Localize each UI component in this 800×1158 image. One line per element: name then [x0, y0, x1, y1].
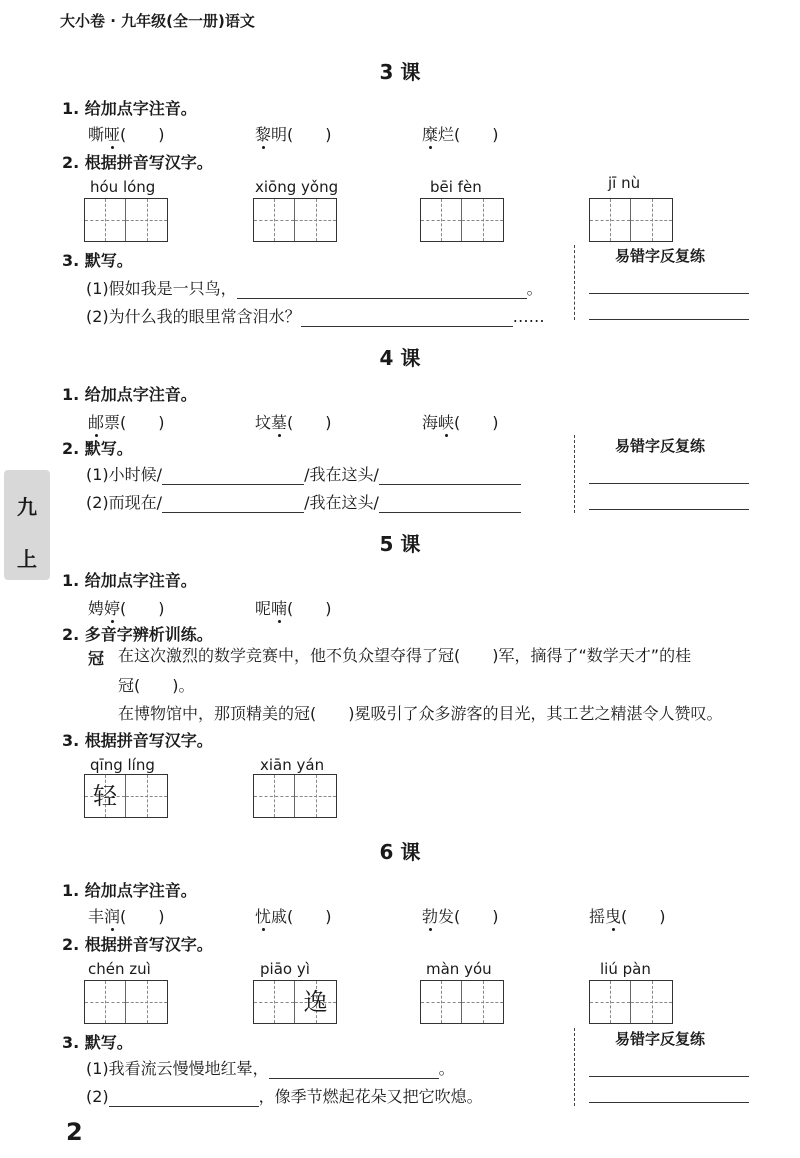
pinyin-label: màn yóu: [426, 960, 492, 978]
error-practice-box: [574, 1028, 760, 1106]
error-practice-title: 易错字反复练: [615, 1030, 706, 1048]
grid-cell[interactable]: [295, 775, 336, 817]
lesson-4-q1: 1. 给加点字注音。: [62, 385, 197, 404]
lesson-3-q1: 1. 给加点字注音。: [62, 99, 197, 118]
grid-cell[interactable]: [85, 199, 126, 241]
practice-line[interactable]: [589, 1076, 749, 1077]
pinyin-label: hóu lóng: [90, 178, 156, 196]
grid-cell[interactable]: [254, 981, 295, 1023]
lesson-3-q3: 3. 默写。: [62, 251, 133, 270]
filled-character: 轻: [93, 782, 117, 810]
lesson-3-title: 3 课: [379, 60, 421, 84]
practice-line[interactable]: [589, 293, 749, 294]
polyphone-sentence-2: 在博物馆中，那顶精美的冠( )冕吸引了众多游客的目光，其工艺之精湛令人赞叹。: [118, 704, 723, 723]
lesson-6-q1-item-2: 忧戚( ): [255, 904, 331, 927]
lesson-6-q1-item-3: 勃发( ): [422, 904, 498, 927]
lesson-6-q3-line-1: (1)我看流云慢慢地红晕， 。: [86, 1059, 455, 1078]
grid-cell[interactable]: [85, 775, 126, 817]
pinyin-label: piāo yì: [260, 960, 310, 978]
pinyin-label: xiōng yǒng: [255, 178, 339, 196]
error-practice-title: 易错字反复练: [615, 437, 706, 455]
polyphone-char: 冠: [88, 649, 105, 668]
polyphone-sentence-1b: 冠( )。: [118, 676, 195, 695]
writing-grid[interactable]: [589, 980, 673, 1024]
side-tab-char-1: 九: [17, 495, 37, 519]
grid-cell[interactable]: [631, 199, 672, 241]
grid-cell[interactable]: [631, 981, 672, 1023]
grid-cell[interactable]: [590, 199, 631, 241]
lesson-3-q1-item-2: 黎明( ): [255, 122, 331, 145]
lesson-4-q1-item-1: 邮票( ): [88, 410, 164, 433]
writing-grid[interactable]: [253, 980, 337, 1024]
grid-cell[interactable]: [295, 981, 336, 1023]
answer-blank[interactable]: [269, 1060, 439, 1079]
grid-cell[interactable]: [126, 981, 167, 1023]
lesson-4-q2: 2. 默写。: [62, 439, 133, 458]
pinyin-label: qīng líng: [90, 756, 155, 774]
lesson-6-q3-line-2: (2) ，像季节燃起花朵又把它吹熄。: [86, 1087, 483, 1106]
pinyin-blank[interactable]: ( ): [120, 125, 165, 144]
writing-grid[interactable]: [84, 774, 168, 818]
lesson-5-q1: 1. 给加点字注音。: [62, 571, 197, 590]
lesson-6-q3: 3. 默写。: [62, 1033, 133, 1052]
answer-blank[interactable]: [162, 466, 304, 485]
writing-grid[interactable]: [253, 198, 337, 242]
pinyin-blank[interactable]: ( ): [287, 907, 332, 926]
answer-blank[interactable]: [379, 494, 521, 513]
lesson-3-q1-item-1: 嘶哑( ): [88, 122, 164, 145]
lesson-4-q2-line-1: (1)小时候/ /我在这头/: [86, 462, 521, 485]
lesson-3-q3-line-2: (2)为什么我的眼里常含泪水？ ……: [86, 307, 545, 326]
lesson-4-title: 4 课: [379, 346, 421, 370]
filled-character: 逸: [303, 988, 328, 1016]
practice-line[interactable]: [589, 319, 749, 320]
pinyin-blank[interactable]: ( ): [120, 599, 165, 618]
writing-grid[interactable]: [589, 198, 673, 242]
lesson-5-title: 5 课: [379, 532, 421, 556]
grade-side-tab: [4, 470, 50, 580]
practice-line[interactable]: [589, 509, 749, 510]
writing-grid[interactable]: [420, 198, 504, 242]
lesson-5-q3: 3. 根据拼音写汉字。: [62, 731, 213, 750]
writing-grid[interactable]: [84, 980, 168, 1024]
answer-blank[interactable]: [162, 494, 304, 513]
answer-blank[interactable]: [109, 1088, 259, 1107]
pinyin-blank[interactable]: ( ): [287, 599, 332, 618]
grid-cell[interactable]: [126, 775, 167, 817]
pinyin-blank[interactable]: ( ): [287, 125, 332, 144]
lesson-3-q3-line-1: (1)假如我是一只鸟， 。: [86, 279, 543, 298]
polyphone-sentence-1a: 在这次激烈的数学竞赛中，他不负众望夺得了冠( )军，摘得了“数学天才”的桂: [118, 646, 692, 665]
pinyin-label: chén zuì: [88, 960, 151, 978]
pinyin-blank[interactable]: ( ): [454, 125, 499, 144]
grid-cell[interactable]: [421, 981, 462, 1023]
lesson-5-q1-item-2: 呢喃( ): [255, 596, 331, 619]
practice-line[interactable]: [589, 483, 749, 484]
grid-cell[interactable]: [421, 199, 462, 241]
grid-cell[interactable]: [126, 199, 167, 241]
lesson-6-q1-item-4: 摇曳( ): [589, 904, 665, 927]
lesson-4-q2-line-2: (2)而现在/ /我在这头/: [86, 490, 521, 513]
lesson-6-q2: 2. 根据拼音写汉字。: [62, 935, 213, 954]
pinyin-blank[interactable]: ( ): [120, 907, 165, 926]
pinyin-blank[interactable]: ( ): [287, 413, 332, 432]
grid-cell[interactable]: [295, 199, 336, 241]
lesson-6-q1-item-1: 丰润( ): [88, 904, 164, 927]
lesson-4-q1-item-2: 坟墓( ): [255, 410, 331, 433]
lesson-4-q1-item-3: 海峡( ): [422, 410, 498, 433]
writing-grid[interactable]: [420, 980, 504, 1024]
pinyin-label: liú pàn: [600, 960, 651, 978]
writing-grid[interactable]: [84, 198, 168, 242]
error-practice-box: [574, 245, 760, 320]
lesson-3-q2: 2. 根据拼音写汉字。: [62, 153, 213, 172]
grid-cell[interactable]: [254, 199, 295, 241]
pinyin-label: bēi fèn: [430, 178, 482, 196]
pinyin-label: xiān yán: [260, 756, 325, 774]
lesson-6-q1: 1. 给加点字注音。: [62, 881, 197, 900]
lesson-5-q2: 2. 多音字辨析训练。: [62, 625, 213, 644]
lesson-3-q1-item-3: 糜烂( ): [422, 122, 498, 145]
practice-line[interactable]: [589, 1102, 749, 1103]
grid-cell[interactable]: [254, 775, 295, 817]
side-tab-char-2: 上: [17, 547, 37, 571]
answer-blank[interactable]: [237, 280, 527, 299]
grid-cell[interactable]: [85, 981, 126, 1023]
grid-cell[interactable]: [462, 199, 503, 241]
answer-blank[interactable]: [379, 466, 521, 485]
grid-cell[interactable]: [462, 981, 503, 1023]
error-practice-title: 易错字反复练: [615, 247, 706, 265]
pinyin-blank[interactable]: ( ): [454, 907, 499, 926]
error-practice-box: [574, 435, 760, 513]
pinyin-blank[interactable]: ( ): [120, 413, 165, 432]
pinyin-blank[interactable]: ( ): [621, 907, 666, 926]
book-header: 大小卷 · 九年级(全一册)语文: [60, 12, 255, 30]
answer-blank[interactable]: [301, 308, 513, 327]
pinyin-blank[interactable]: ( ): [454, 413, 499, 432]
grid-cell[interactable]: [590, 981, 631, 1023]
lesson-6-title: 6 课: [379, 840, 421, 864]
writing-grid[interactable]: [253, 774, 337, 818]
page-number: 2: [66, 1118, 83, 1146]
pinyin-label: jī nù: [608, 174, 641, 192]
lesson-5-q1-item-1: 娉婷( ): [88, 596, 164, 619]
